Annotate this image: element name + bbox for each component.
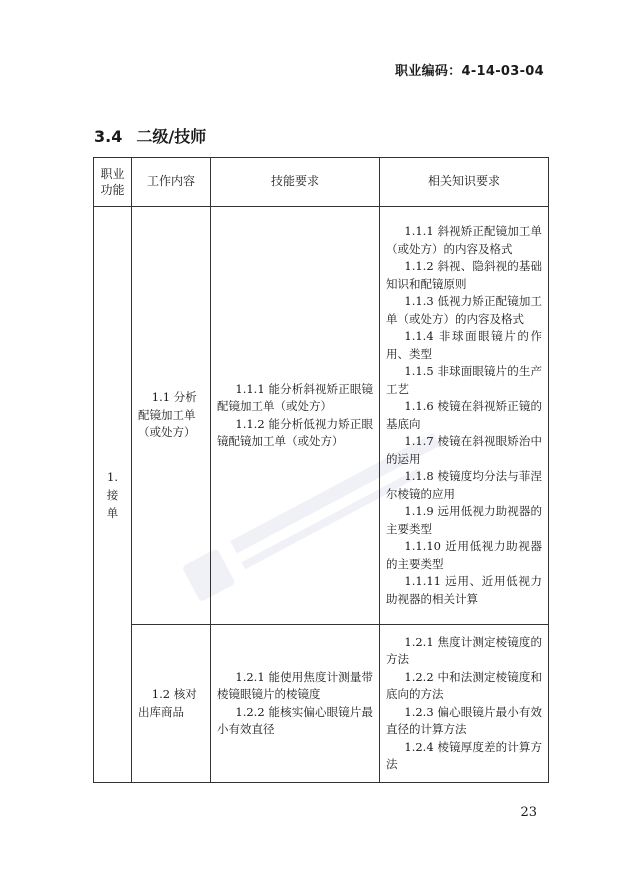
section-heading [94, 124, 206, 147]
knowledge-item: 1.2.2 中和法测定棱镜度和底向的方法 [386, 669, 542, 701]
function-char: 单 [106, 505, 119, 520]
knowledge-item: 1.2.4 棱镜厚度差的计算方法 [386, 739, 542, 771]
knowledge-item: 1.1.4 非球面眼镜片的作用、类型 [386, 329, 542, 361]
header-function: 职业 功能 [94, 158, 132, 207]
knowledge-item: 1.1.6 棱镜在斜视矫正镜的基底向 [386, 399, 542, 431]
knowledge-item: 1.1.10 近用低视力助视器的主要类型 [386, 539, 542, 571]
knowledge-item: 1.2.3 偏心眼镜片最小有效直径的计算方法 [386, 704, 542, 736]
table-row [94, 207, 549, 625]
knowledge-item: 1.1.11 远用、近用低视力助视器的相关计算 [386, 574, 542, 606]
function-number: 1. [107, 469, 118, 484]
knowledge-cell [380, 207, 549, 625]
knowledge-item: 1.1.2 斜视、隐斜视的基础知识和配镜原则 [386, 259, 542, 291]
skill-cell [211, 207, 380, 625]
work-content-text: 1.2 核对出库商品 [138, 687, 197, 719]
table-row [94, 625, 549, 783]
header-skill-requirements: 技能要求 [211, 158, 380, 207]
header-work-content: 工作内容 [132, 158, 211, 207]
section-title-text: 二级/技师 [136, 127, 207, 146]
work-content-cell [132, 207, 211, 625]
knowledge-cell [380, 625, 549, 783]
header-knowledge-requirements: 相关知识要求 [380, 158, 549, 207]
skill-cell [211, 625, 380, 783]
knowledge-item: 1.1.1 斜视矫正配镜加工单（或处方）的内容及格式 [386, 224, 542, 256]
function-char: 接 [106, 487, 119, 502]
skill-item: 1.2.1 能使用焦度计测量带棱镜眼镜片的棱镜度 [217, 669, 373, 701]
function-cell [94, 207, 132, 783]
knowledge-item: 1.1.3 低视力矫正配镜加工单（或处方）的内容及格式 [386, 294, 542, 326]
knowledge-item: 1.1.9 远用低视力助视器的主要类型 [386, 504, 542, 536]
knowledge-item: 1.2.1 焦度计测定棱镜度的方法 [386, 634, 542, 666]
skill-item: 1.1.2 能分析低视力矫正眼镜配镜加工单（或处方） [217, 416, 373, 448]
table-header-row [94, 158, 549, 207]
knowledge-item: 1.1.5 非球面眼镜片的生产工艺 [386, 364, 542, 396]
section-number: 3.4 [94, 127, 123, 146]
occupation-code: 职业编码：4-14-03-04 [394, 64, 544, 79]
work-content-text: 1.1 分析配镜加工单（或处方） [138, 390, 197, 440]
knowledge-item: 1.1.7 棱镜在斜视眼矫治中的运用 [386, 434, 542, 466]
skill-item: 1.1.1 能分析斜视矫正眼镜配镜加工单（或处方） [217, 381, 373, 413]
work-content-cell [132, 625, 211, 783]
skill-requirements-table [93, 157, 549, 783]
skill-item: 1.2.2 能核实偏心眼镜片最小有效直径 [217, 704, 373, 736]
knowledge-item: 1.1.8 棱镜度均分法与菲涅尔棱镜的应用 [386, 469, 542, 501]
page-number: 23 [520, 805, 537, 820]
